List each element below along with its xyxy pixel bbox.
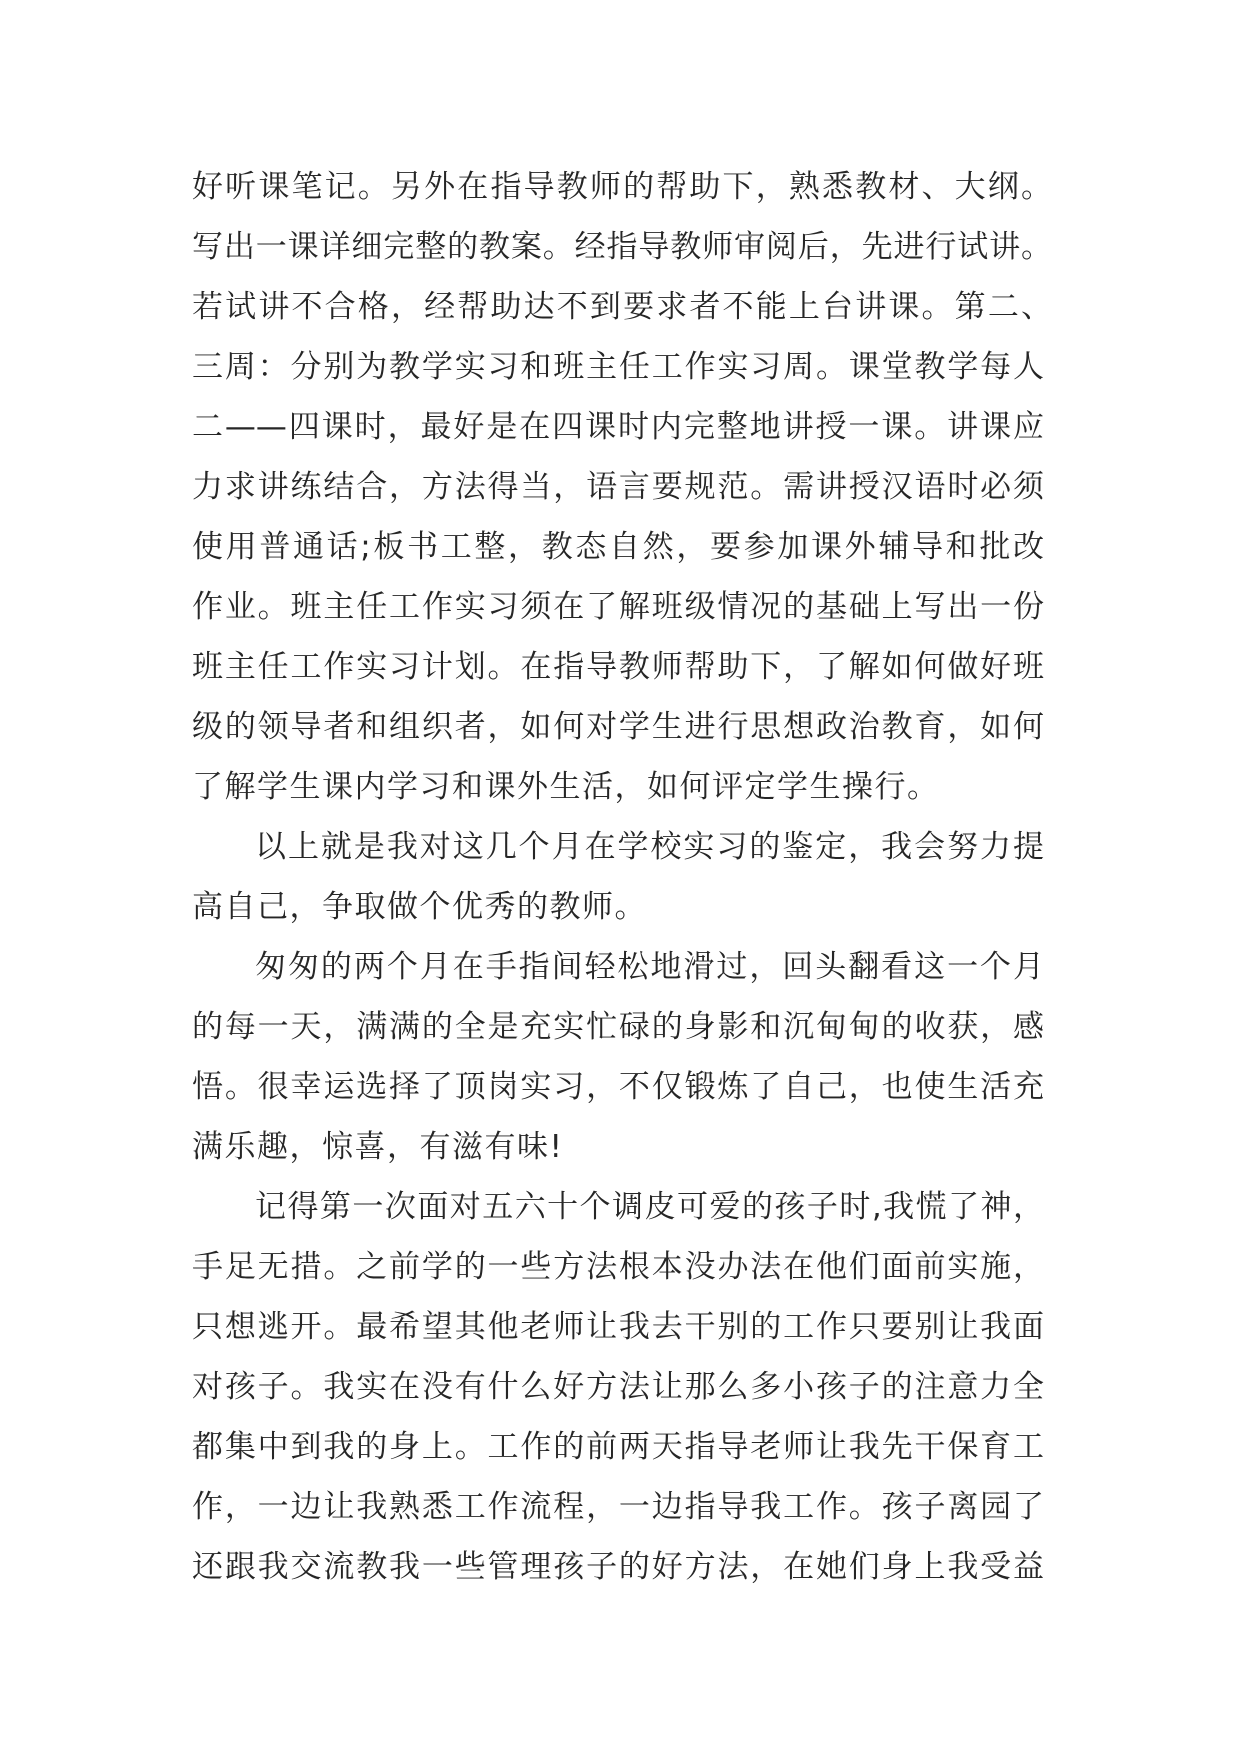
text-line: 高自己，争取做个优秀的教师。 <box>192 889 647 925</box>
text-line: 写出一课详细完整的教案。经指导教师审阅后，先进行试讲。 <box>192 229 1052 265</box>
text-line: 的每一天，满满的全是充实忙碌的身影和沉甸甸的收获，感 <box>192 1009 1044 1045</box>
text-line: 级的领导者和组织者，如何对学生进行思想政治教育，如何 <box>192 709 1044 745</box>
text-line: 三周：分别为教学实习和班主任工作实习周。课堂教学每人 <box>192 349 1044 385</box>
text-line: 二——四课时，最好是在四课时内完整地讲授一课。讲课应 <box>192 409 1044 445</box>
paragraph-first-line: 记得第一次面对五六十个调皮可爱的孩子时,我慌了神， <box>255 1189 1044 1225</box>
text-line: 对孩子。我实在没有什么好方法让那么多小孩子的注意力全 <box>192 1369 1044 1405</box>
text-line: 作业。班主任工作实习须在了解班级情况的基础上写出一份 <box>192 589 1044 625</box>
text-line: 使用普通话;板书工整，教态自然，要参加课外辅导和批改 <box>192 529 1044 565</box>
text-line: 若试讲不合格，经帮助达不到要求者不能上台讲课。第二、 <box>192 289 1052 325</box>
text-line: 还跟我交流教我一些管理孩子的好方法，在她们身上我受益 <box>192 1549 1044 1585</box>
text-line: 满乐趣，惊喜，有滋有味! <box>192 1129 564 1165</box>
text-line: 作，一边让我熟悉工作流程，一边指导我工作。孩子离园了 <box>192 1489 1044 1525</box>
text-line: 了解学生课内学习和课外生活，如何评定学生操行。 <box>192 769 940 805</box>
paragraph-first-line: 以上就是我对这几个月在学校实习的鉴定，我会努力提 <box>255 829 1044 865</box>
text-line: 只想逃开。最希望其他老师让我去干别的工作只要别让我面 <box>192 1309 1044 1345</box>
text-line: 手足无措。之前学的一些方法根本没办法在他们面前实施， <box>192 1249 1044 1285</box>
paragraph-first-line: 匆匆的两个月在手指间轻松地滑过，回头翻看这一个月 <box>255 949 1044 985</box>
text-line: 都集中到我的身上。工作的前两天指导老师让我先干保育工 <box>192 1429 1044 1465</box>
text-line: 班主任工作实习计划。在指导教师帮助下，了解如何做好班 <box>192 649 1044 685</box>
text-line: 力求讲练结合，方法得当，语言要规范。需讲授汉语时必须 <box>192 469 1044 505</box>
text-line: 好听课笔记。另外在指导教师的帮助下，熟悉教材、大纲。 <box>192 169 1052 205</box>
text-line: 悟。很幸运选择了顶岗实习，不仅锻炼了自己，也使生活充 <box>192 1069 1044 1105</box>
